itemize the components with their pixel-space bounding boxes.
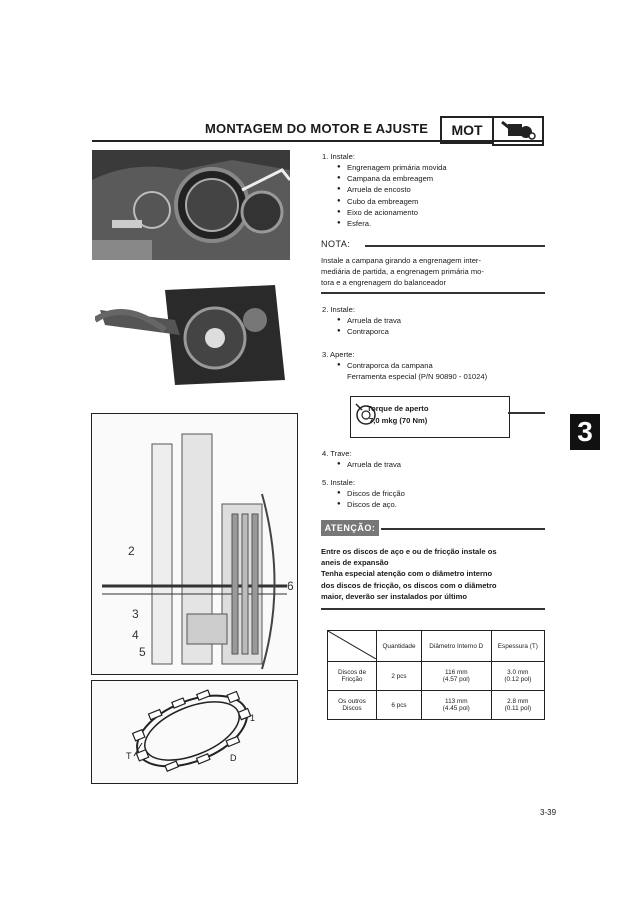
list-item: ● Arruela de trava xyxy=(337,315,401,326)
diagram-label-5: 5 xyxy=(139,645,146,659)
step3-title: 3. Aperte: xyxy=(322,350,355,359)
list-item: ● Engrenagem primária movida xyxy=(337,162,447,173)
table-row xyxy=(328,691,545,720)
list-item: ● Discos de aço. xyxy=(337,499,405,510)
atencao-rule-top xyxy=(381,528,545,530)
table-cell: 113 mm (4.45 pol) xyxy=(421,691,491,720)
diagram-label-4: 4 xyxy=(132,628,139,642)
nota-line: Instale a campana girando a engrenagem inter- xyxy=(321,256,481,265)
nota-text xyxy=(321,255,484,289)
table-corner-cell xyxy=(328,631,377,662)
diagram-label-2: 2 xyxy=(128,544,135,558)
table-cell: Discos de Fricção xyxy=(328,662,377,691)
atencao-line: Tenha especial atenção com o diâmetro interno xyxy=(321,569,493,579)
step3-list xyxy=(337,360,487,382)
step4-list xyxy=(337,459,401,470)
step2-title: 2. Instale: xyxy=(322,305,355,314)
diagram-label-d: D xyxy=(230,753,237,763)
section-code-badge: MOT xyxy=(440,116,494,144)
atencao-line: dos discos de fricção, os discos com o diâmetro xyxy=(321,580,497,590)
table-row xyxy=(328,662,545,691)
nota-line: tora e a engrenagem do balanceador xyxy=(321,278,446,288)
diagram-label-1: 1 xyxy=(250,713,256,723)
step1-title: 1. Instale: xyxy=(322,152,355,161)
nota-line: mediária de partida, a engrenagem primária mo- xyxy=(321,267,484,277)
table-cell: 2.8 mm (0.11 pol) xyxy=(491,691,544,720)
list-item: ● Campana da embreagem xyxy=(337,173,447,184)
chapter-tab: 3 xyxy=(570,414,600,450)
nota-rule-top xyxy=(365,245,545,247)
torque-value: 7,0 mkg (70 Nm) xyxy=(369,416,428,425)
step5-list xyxy=(337,488,405,510)
atencao-text xyxy=(321,546,497,602)
step4-title: 4. Trave: xyxy=(322,449,352,458)
table-cell: 3.0 mm (0.12 pol) xyxy=(491,662,544,691)
list-item: ● Eixo de acionamento xyxy=(337,207,447,218)
atencao-label: ATENÇÃO: xyxy=(321,520,379,536)
disc-spec-table xyxy=(327,630,545,720)
list-item: ● Contraporca da campana xyxy=(337,360,487,371)
clutch-cross-section-diagram xyxy=(91,413,298,675)
atencao-line: aneis de expansão xyxy=(321,558,389,568)
header-rule xyxy=(92,140,544,142)
torque-right-rule xyxy=(508,412,545,414)
table-cell: Os outros Discos xyxy=(328,691,377,720)
list-item: ● Arruela de encosto xyxy=(337,184,447,195)
friction-disc-diagram xyxy=(91,680,298,784)
atencao-rule-bottom xyxy=(321,608,545,610)
table-header: Espessura (T) xyxy=(491,631,544,662)
engine-photo-clutch xyxy=(92,150,290,260)
list-item: ● Contraporca xyxy=(337,326,401,337)
table-cell: 2 pcs xyxy=(377,662,422,691)
page-title: MONTAGEM DO MOTOR E AJUSTE xyxy=(205,121,429,136)
table-cell: 116 mm (4.57 pol) xyxy=(421,662,491,691)
atencao-line: maior, deverão ser instalados por último xyxy=(321,591,468,601)
nota-label: NOTA: xyxy=(321,239,351,249)
page-number: 3-39 xyxy=(540,808,557,817)
list-item: ● Discos de fricção xyxy=(337,488,405,499)
engine-photo-locknut xyxy=(95,280,290,390)
table-header: Diâmetro Interno D xyxy=(421,631,491,662)
list-item: ● Cubo da embreagem xyxy=(337,196,447,207)
step5-title: 5. Instale: xyxy=(322,478,355,487)
step1-list xyxy=(337,162,447,229)
table-header-row xyxy=(328,631,545,662)
list-item: ● Arruela de trava xyxy=(337,459,401,470)
diagram-label-6: 6 xyxy=(287,579,294,593)
torque-label: Torque de aperto xyxy=(367,404,429,413)
atencao-line: Entre os discos de aço e ou de fricção instale os xyxy=(321,547,497,556)
step2-list xyxy=(337,315,401,337)
table-cell: 6 pcs xyxy=(377,691,422,720)
table-header: Quantidade xyxy=(377,631,422,662)
list-item: ● Esfera. xyxy=(337,218,447,229)
diagram-label-3: 3 xyxy=(132,607,139,621)
nota-rule-bottom xyxy=(321,292,545,294)
diagram-label-t: T xyxy=(126,751,132,761)
special-tool: Ferramenta especial (P/N 90890 - 01024) xyxy=(347,372,488,382)
